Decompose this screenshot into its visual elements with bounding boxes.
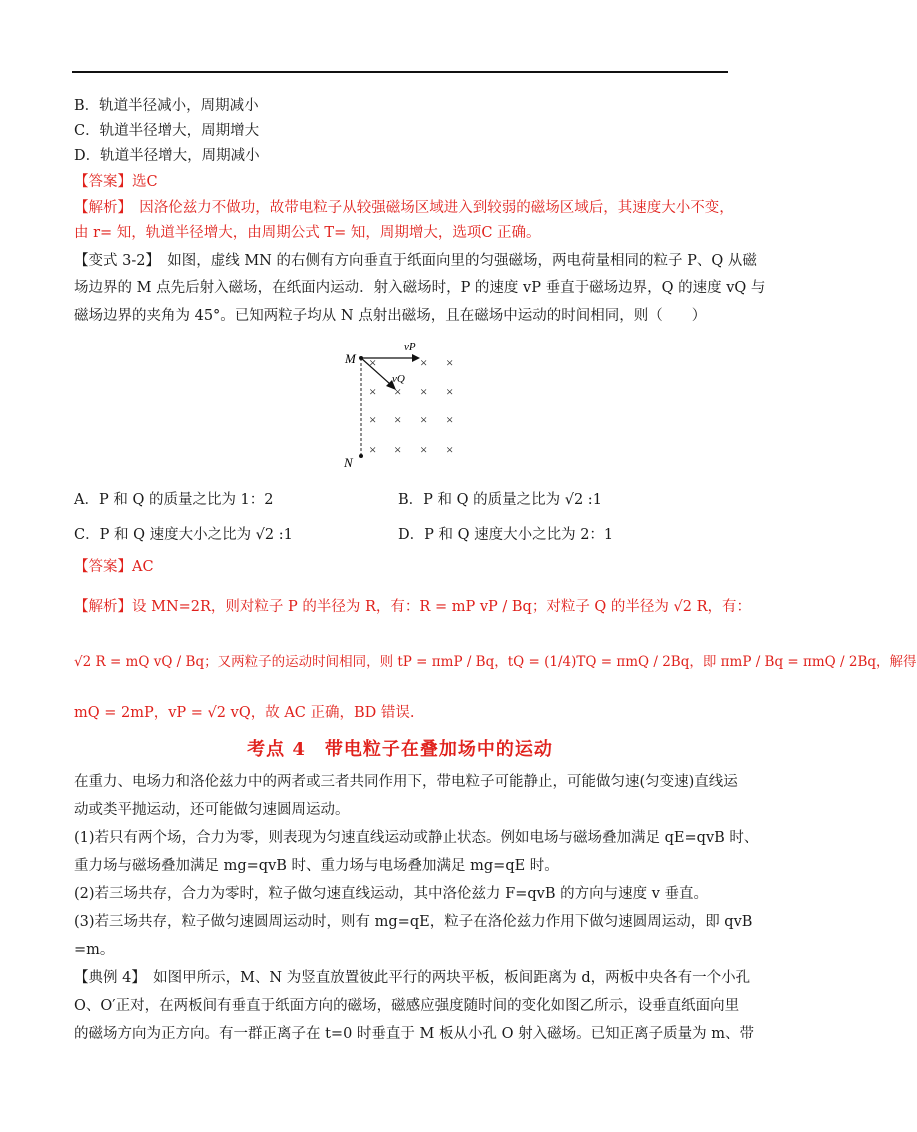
- label-vp: vP: [404, 341, 416, 353]
- variant-3-2-line-3: 磁场边界的夹角为 45°。已知两粒子均从 N 点射出磁场，且在磁场中运动的时间相同，则（ ）: [74, 308, 707, 324]
- analysis-2-line-3: mQ = 2mP，vP = √2 vQ，故 AC 正确，BD 错误.: [74, 705, 415, 721]
- field-cross: ×: [369, 412, 377, 427]
- prev-option-d: D．轨道半径增大，周期减小: [74, 148, 260, 164]
- field-cross: ×: [446, 355, 454, 370]
- field-cross: ×: [369, 355, 377, 370]
- top-rule: [72, 71, 728, 73]
- option-c: C．P 和 Q 速度大小之比为 √2 :1: [74, 527, 293, 543]
- variant-3-2-line-1: 【变式 3-2】 如图，虚线 MN 的右侧有方向垂直于纸面向里的匀强磁场，两电荷量相同的粒子 P、Q 从磁: [74, 253, 757, 269]
- answer-2: 【答案】AC: [74, 559, 154, 575]
- body-point-1a: (1)若只有两个场，合力为零，则表现为匀速直线运动或静止状态。例如电场与磁场叠加满足 qE=qvB 时、: [74, 830, 759, 846]
- prev-option-b: B．轨道半径减小，周期减小: [74, 98, 259, 114]
- velocity-p-arrowhead: [412, 354, 420, 362]
- option-d: D．P 和 Q 速度大小之比为 2：1: [398, 527, 614, 543]
- body-point-1b: 重力场与磁场叠加满足 mg=qvB 时、重力场与电场叠加满足 mg=qE 时。: [74, 858, 559, 874]
- field-cross: ×: [446, 384, 454, 399]
- field-crosses: [369, 355, 453, 457]
- field-cross: ×: [420, 384, 428, 399]
- field-cross: ×: [420, 355, 428, 370]
- label-vq: vQ: [392, 373, 405, 385]
- field-cross: ×: [394, 384, 402, 399]
- field-cross: ×: [394, 412, 402, 427]
- option-b: B．P 和 Q 的质量之比为 √2 :1: [398, 492, 602, 508]
- label-m: M: [345, 351, 356, 366]
- example-4-line-2: O、O′正对，在两板间有垂直于纸面方向的磁场，磁感应强度随时间的变化如图乙所示，设垂直纸面向里: [74, 998, 740, 1014]
- field-cross: ×: [394, 442, 402, 457]
- prev-option-c: C．轨道半径增大，周期增大: [74, 123, 260, 139]
- field-cross: ×: [420, 442, 428, 457]
- field-cross: ×: [369, 442, 377, 457]
- body-intro-1: 在重力、电场力和洛伦兹力中的两者或三者共同作用下，带电粒子可能静止，可能做匀速(匀变速)直线运: [74, 774, 738, 790]
- variant-3-2-line-2: 场边界的 M 点先后射入磁场，在纸面内运动．射入磁场时，P 的速度 vP 垂直于磁场边界，Q 的速度 vQ 与: [74, 280, 766, 296]
- field-cross: ×: [420, 412, 428, 427]
- point-n: [359, 454, 363, 458]
- example-4-line-1: 【典例 4】 如图甲所示，M、N 为竖直放置彼此平行的两块平板，板间距离为 d，两板中央各有一个小孔: [74, 970, 751, 986]
- option-a: A．P 和 Q 的质量之比为 1：2: [74, 492, 274, 508]
- field-cross: ×: [369, 384, 377, 399]
- analysis-2-line-2: √2 R = mQ vQ / Bq；又两粒子的运动时间相同，则 tP = πmP / Bq，tQ = (1/4)TQ = πmQ / 2Bq，即 πmP / Bq = πmQ / 2Bq，解得: [74, 654, 917, 670]
- field-cross: ×: [446, 442, 454, 457]
- body-point-2: (2)若三场共存，合力为零时，粒子做匀速直线运动，其中洛伦兹力 F=qvB 的方向与速度 v 垂直。: [74, 886, 709, 902]
- analysis-2-line-1: 【解析】设 MN=2R，则对粒子 P 的半径为 R，有：R = mP vP / Bq；对粒子 Q 的半径为 √2 R，有：: [74, 599, 752, 615]
- example-4-line-3: 的磁场方向为正方向。有一群正离子在 t=0 时垂直于 M 板从小孔 O 射入磁场。已知正离子质量为 m、带: [74, 1026, 754, 1042]
- analysis-1-line-1: 【解析】 因洛伦兹力不做功，故带电粒子从较强磁场区域进入到较弱的磁场区域后，其速度大小不变，: [74, 200, 734, 216]
- analysis-1-line-2: 由 r= 知，轨道半径增大，由周期公式 T= 知，周期增大，选项C 正确。: [74, 225, 541, 241]
- magnetic-field-figure: [340, 338, 470, 478]
- field-cross: ×: [446, 412, 454, 427]
- body-point-3a: (3)若三场共存，粒子做匀速圆周运动时，则有 mg=qE，粒子在洛伦兹力作用下做匀速圆周运动，即 qvB: [74, 914, 753, 930]
- body-point-3b: =m。: [74, 942, 115, 958]
- answer-1: 【答案】选C: [74, 174, 158, 190]
- section-heading: 考点 4 带电粒子在叠加场中的运动: [247, 739, 553, 760]
- body-intro-2: 动或类平抛运动，还可能做匀速圆周运动。: [74, 802, 350, 818]
- label-n: N: [344, 455, 353, 470]
